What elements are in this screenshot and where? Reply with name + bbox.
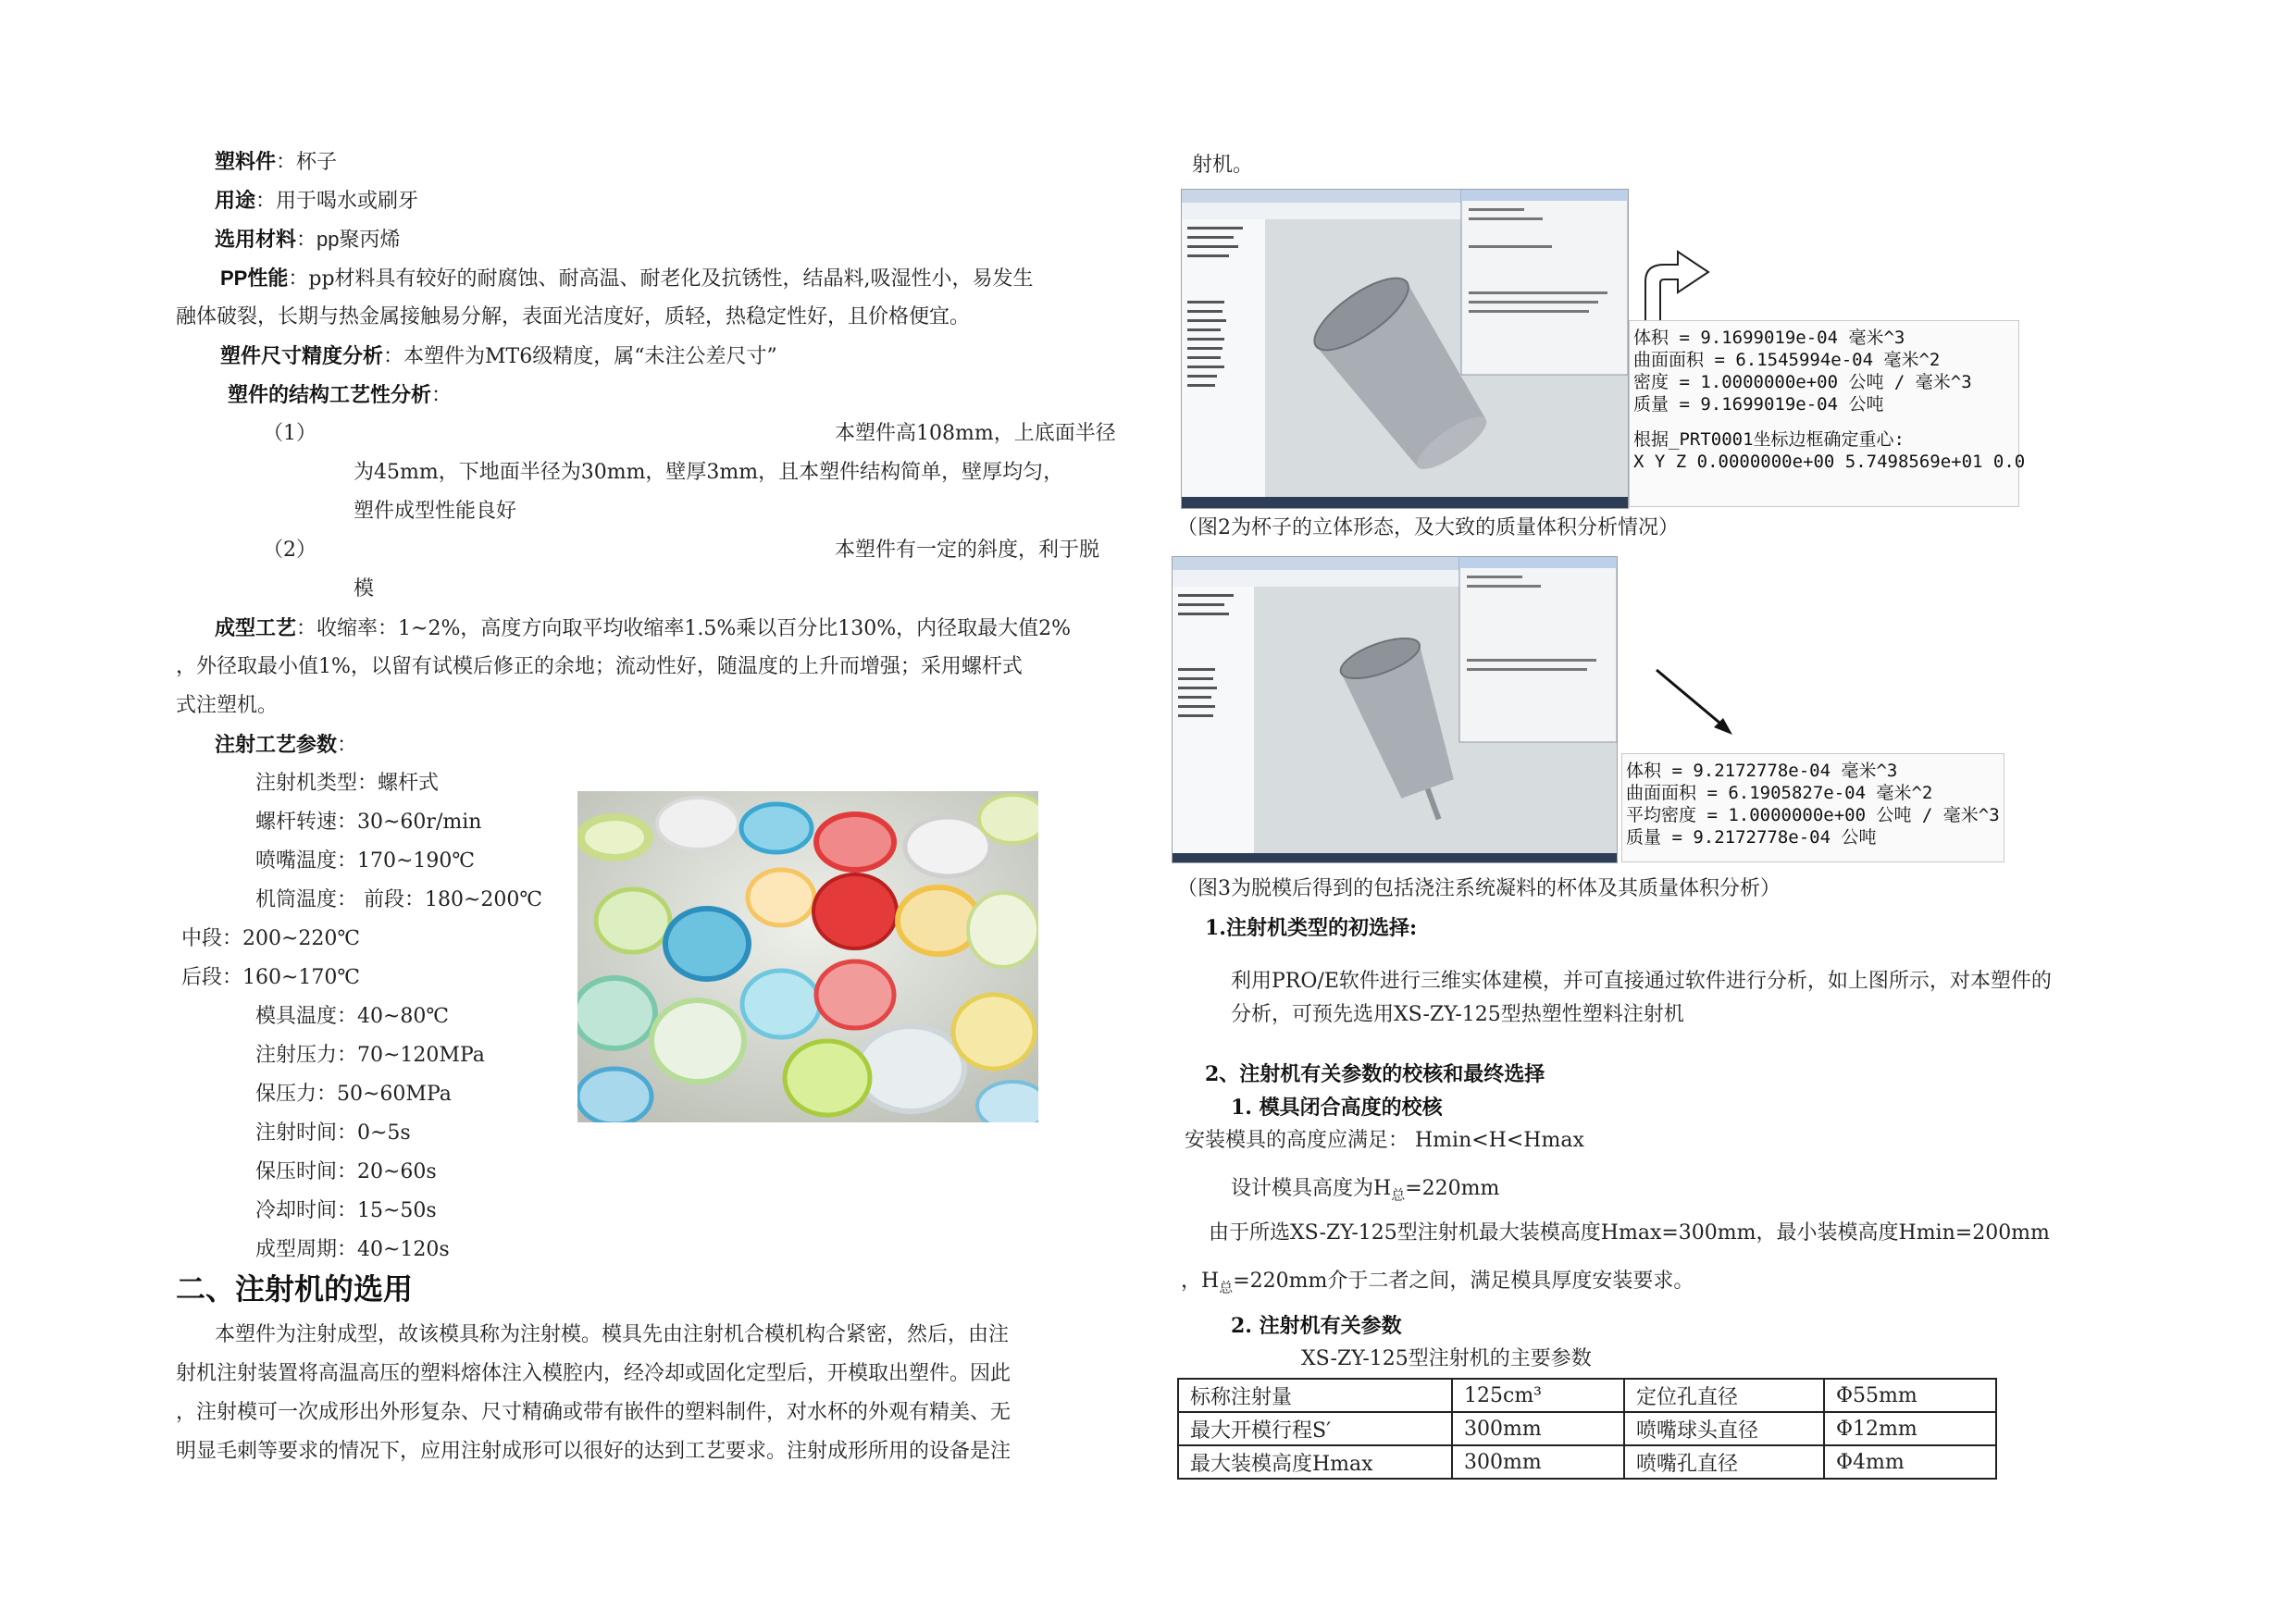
material-line: 选用材料：pp聚丙烯 xyxy=(215,228,401,252)
body-line-1: 本塑件为注射成型，故该模具称为注射模。模具先由注射机合模机构合紧密，然后，由注 xyxy=(215,1323,1010,1346)
table-caption: XS-ZY-125型注射机的主要参数 xyxy=(1301,1347,1592,1370)
param-hold-pressure: 保压力：50~60MPa xyxy=(255,1083,452,1106)
param-inj-time: 注射时间：0~5s xyxy=(255,1121,411,1145)
design-height-sub: 总 xyxy=(1391,1186,1406,1204)
h2-1-line-4 xyxy=(1181,1262,1694,1307)
continuation-text: 射机。 xyxy=(1192,154,1254,177)
body-line-3: ，注射模可一次成形出外形复杂、尺寸精确或带有嵌件的塑料制件，对水杯的外观有精美、无 xyxy=(176,1401,1011,1424)
use-line: 用途：用于喝水或刷牙 xyxy=(215,189,419,213)
cad-screenshot-fig3 xyxy=(1172,556,1618,863)
body-line-4: 明显毛刺等要求的情况下，应用注射成形可以很好的达到工艺要求。注射成形所用的设备是注 xyxy=(176,1440,1011,1463)
table-row xyxy=(1178,1445,1996,1479)
process-line-3: 式注塑机。 xyxy=(176,694,279,717)
table-row xyxy=(1178,1412,1996,1445)
table-cell: Φ12mm xyxy=(1824,1412,1996,1445)
table-cell: 喷嘴球头直径 xyxy=(1624,1412,1824,1445)
body-line-2: 射机注射装置将高温高压的塑料熔体注入模腔内，经冷却或固化定型后，开模取出塑件。因此 xyxy=(176,1362,1011,1385)
h1-line-2: 分析，可预先选用XS-ZY-125型热塑性塑料注射机 xyxy=(1231,1003,1684,1026)
fig3-mass: 质量 = 9.2172778e-04 公吨 xyxy=(1626,827,1877,848)
fig2-mass: 质量 = 9.1699019e-04 公吨 xyxy=(1633,394,1884,415)
param-rear-section: 后段：160~170℃ xyxy=(181,966,361,989)
item1-num: （1） xyxy=(263,422,316,445)
table-cell: 125cm³ xyxy=(1452,1379,1624,1412)
fig3-volume: 体积 = 9.2172778e-04 毫米^3 xyxy=(1626,761,1898,781)
injection-machine-params-table xyxy=(1177,1378,1997,1480)
curved-arrow-icon xyxy=(1636,235,1719,328)
table-cell: Φ4mm xyxy=(1824,1445,1996,1479)
param-nozzle-temp: 喷嘴温度：170~190℃ xyxy=(255,849,476,873)
param-inj-pressure: 注射压力：70~120MPa xyxy=(255,1044,485,1067)
h1-line-1: 利用PRO/E软件进行三维实体建模，并可直接通过软件进行分析，如上图所示，对本塑件的 xyxy=(1231,970,2052,993)
struct-line: 塑件的结构工艺性分析： xyxy=(228,383,453,407)
h-total-suffix: =220mm介于二者之间，满足模具厚度安装要求。 xyxy=(1233,1270,1694,1293)
design-height-prefix: 设计模具高度为H xyxy=(1231,1177,1392,1200)
fig2-density: 密度 = 1.0000000e+00 公吨 / 毫米^3 xyxy=(1633,372,1972,392)
table-cell: 300mm xyxy=(1452,1445,1624,1479)
fig2-centroid: X Y Z 0.0000000e+00 5.7498569e+01 0.0 xyxy=(1633,452,2026,472)
dim-value: 本塑件为MT6级精度，属“未注公差尺寸” xyxy=(403,345,777,368)
fig3-area: 曲面面积 = 6.1905827e-04 毫米^2 xyxy=(1626,783,1933,803)
inj-line: 注射工艺参数： xyxy=(215,733,358,757)
table-cell: 喷嘴孔直径 xyxy=(1624,1445,1824,1479)
item2-line-1: 本塑件有一定的斜度，利于脱 xyxy=(835,539,1100,562)
param-cool-time: 冷却时间：15~50s xyxy=(255,1199,437,1222)
material-label: 选用材料 xyxy=(215,228,297,252)
pp-line-1: PP性能：pp材料具有较好的耐腐蚀、耐高温、耐老化及抗锈性，结晶料,吸湿性小，易发生 xyxy=(220,266,1034,291)
process-line-1: 成型工艺：收缩率：1~2%，高度方向取平均收缩率1.5%乘以百分比130%，内径取最大值2% xyxy=(215,616,1072,640)
pp-line-2: 融体破裂，长期与热金属接触易分解，表面光洁度好，质轻，热稳定性好，且价格便宜。 xyxy=(176,305,971,328)
process-text-1: 收缩率：1~2%，高度方向取平均收缩率1.5%乘以百分比130%，内径取最大值2% xyxy=(316,617,1072,640)
param-hold-time: 保压时间：20~60s xyxy=(255,1160,437,1183)
heading-2-2: 2. 注射机有关参数 xyxy=(1231,1314,1402,1338)
process-label: 成型工艺 xyxy=(215,616,297,640)
part-value: 杯子 xyxy=(296,151,338,174)
fig3-density: 平均密度 = 1.0000000e+00 公吨 / 毫米^3 xyxy=(1626,805,2000,825)
item1-line-3: 塑件成型性能良好 xyxy=(354,500,517,523)
item1-line-2: 为45mm，下地面半径为30mm，壁厚3mm，且本塑件结构简单，壁厚均匀， xyxy=(354,461,1064,484)
fig2-mass-properties xyxy=(1629,320,2026,507)
table-cell: 定位孔直径 xyxy=(1624,1379,1824,1412)
h2-1-line-1: 安装模具的高度应满足： Hmin<H<Hmax xyxy=(1185,1129,1584,1152)
table-cell: 标称注射量 xyxy=(1178,1379,1452,1412)
cups-photo xyxy=(577,791,1038,1122)
fig3-mass-properties xyxy=(1621,753,2004,862)
param-barrel-temp: 机筒温度： 前段：180~200℃ xyxy=(255,888,543,911)
design-height-suffix: =220mm xyxy=(1405,1177,1500,1200)
item1-line-1: 本塑件高108mm，上底面半径 xyxy=(835,422,1116,445)
fig2-area: 曲面面积 = 6.1545994e-04 毫米^2 xyxy=(1633,350,1941,370)
cad-screenshot-fig2 xyxy=(1181,189,1629,509)
diagonal-arrow-icon xyxy=(1653,666,1736,740)
use-label: 用途 xyxy=(215,189,256,213)
part-line: 塑料件：杯子 xyxy=(215,150,338,174)
pp-label: PP性能 xyxy=(220,266,289,290)
h-total-sub: 总 xyxy=(1219,1279,1234,1296)
struct-label: 塑件的结构工艺性分析 xyxy=(228,383,432,407)
section-heading: 二、注射机的选用 xyxy=(176,1271,414,1307)
h2-1-line-3: 由于所选XS-ZY-125型注射机最大装模高度Hmax=300mm，最小装模高度Hmin=200mm xyxy=(1209,1221,2050,1245)
material-value: pp聚丙烯 xyxy=(316,228,401,251)
table-cell: 300mm xyxy=(1452,1412,1624,1445)
param-cycle: 成型周期：40~120s xyxy=(255,1238,450,1261)
dim-label: 塑件尺寸精度分析 xyxy=(220,344,384,368)
part-label: 塑料件 xyxy=(215,150,277,174)
param-type: 注射机类型：螺杆式 xyxy=(255,772,440,795)
item2-line-2: 模 xyxy=(354,577,375,601)
h-total-prefix: ，H xyxy=(1181,1270,1220,1293)
fig2-volume: 体积 = 9.1699019e-04 毫米^3 xyxy=(1633,328,1905,348)
param-screw-speed: 螺杆转速：30~60r/min xyxy=(255,811,482,834)
pp-text-1: pp材料具有较好的耐腐蚀、耐高温、耐老化及抗锈性，结晶料,吸湿性小，易发生 xyxy=(308,267,1034,291)
fig3-caption: （图3为脱模后得到的包括浇注系统凝料的杯体及其质量体积分析） xyxy=(1177,877,1781,900)
table-cell: 最大装模高度Hmax xyxy=(1178,1445,1452,1479)
fig2-centroid-title: 根据_PRT0001坐标边框确定重心: xyxy=(1633,429,1905,450)
inj-label: 注射工艺参数 xyxy=(215,733,338,757)
fig2-caption: （图2为杯子的立体形态，及大致的质量体积分析情况） xyxy=(1177,516,1679,539)
table-cell: 最大开模行程S′ xyxy=(1178,1412,1452,1445)
dim-line: 塑件尺寸精度分析：本塑件为MT6级精度，属“未注公差尺寸” xyxy=(220,344,777,368)
param-mold-temp: 模具温度：40~80℃ xyxy=(255,1005,450,1028)
item2-num: （2） xyxy=(263,539,316,562)
table-row xyxy=(1178,1379,1996,1412)
process-line-2: ，外径取最小值1%，以留有试模后修正的余地；流动性好，随温度的上升而增强；采用螺杆式 xyxy=(176,655,1023,678)
table-cell: Φ55mm xyxy=(1824,1379,1996,1412)
heading-2-1: 1. 模具闭合高度的校核 xyxy=(1231,1096,1443,1120)
use-value: 用于喝水或刷牙 xyxy=(276,190,419,213)
heading-2: 2、注射机有关参数的校核和最终选择 xyxy=(1205,1062,1545,1086)
param-mid-section: 中段：200~220℃ xyxy=(181,927,361,950)
heading-1: 1.注射机类型的初选择: xyxy=(1205,916,1418,940)
h2-1-line-2 xyxy=(1231,1170,1499,1214)
